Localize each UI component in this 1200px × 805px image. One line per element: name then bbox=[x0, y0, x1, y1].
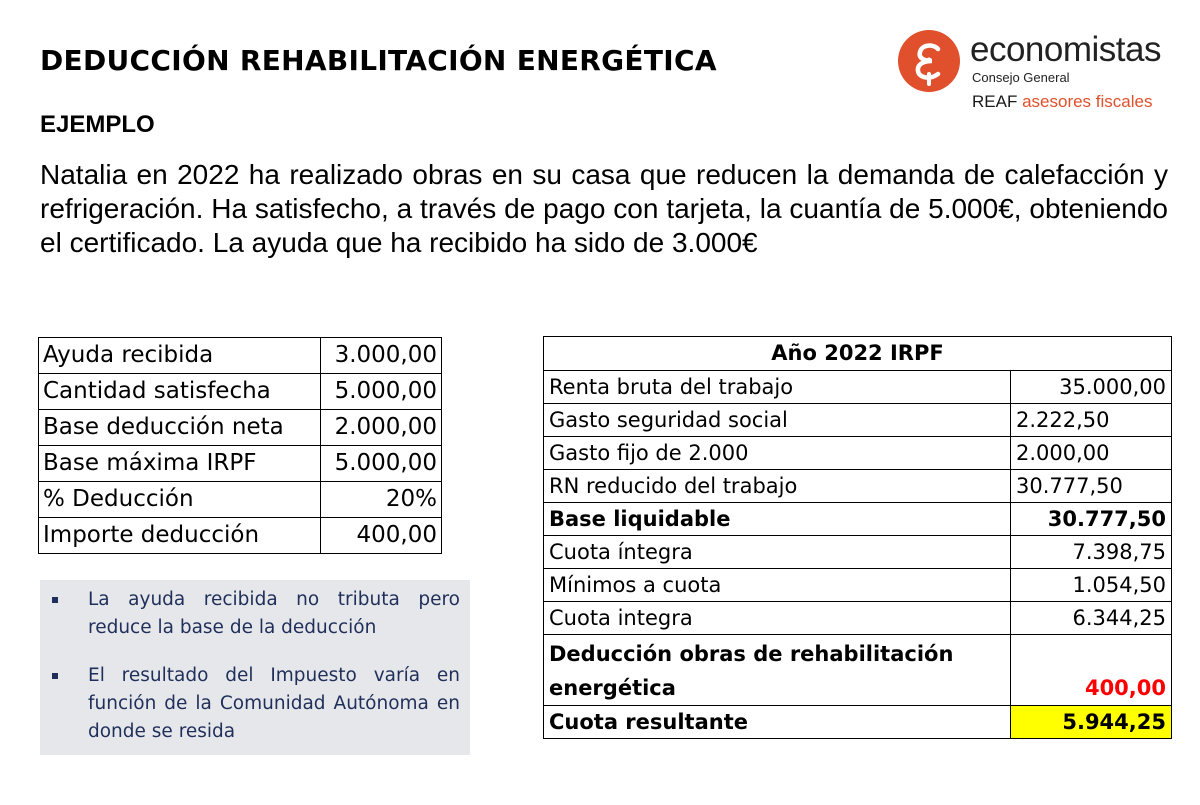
deduction-calc-table bbox=[38, 337, 442, 554]
deduction-value: 400,00 bbox=[1011, 635, 1172, 706]
example-description: Natalia en 2022 ha realizado obras en su casa que reducen la demanda de calefacción y refrigeración. Ha satisfecho, a través de pago con tarjeta, la cuantía de 5.000€, obteniendo el certificado. La ayuda que ha recibido ha sido de 3.000€ bbox=[40, 159, 1168, 258]
table-row bbox=[39, 446, 442, 482]
table-row bbox=[39, 518, 442, 554]
row-label: Gasto seguridad social bbox=[544, 404, 1011, 437]
table-row bbox=[544, 371, 1172, 404]
note-item bbox=[88, 586, 460, 642]
table-row bbox=[544, 635, 1172, 706]
result-value: 5.944,25 bbox=[1011, 706, 1172, 739]
row-value: 35.000,00 bbox=[1011, 371, 1172, 404]
logo-name: economistas bbox=[970, 30, 1161, 69]
row-value: 400,00 bbox=[321, 518, 442, 554]
table-row bbox=[39, 338, 442, 374]
note-text: El resultado del Impuesto varía en función de la Comunidad Autónoma en donde se resida bbox=[88, 665, 460, 742]
row-label: Gasto fijo de 2.000 bbox=[544, 437, 1011, 470]
note-text: La ayuda recibida no tributa pero reduce la base de la deducción bbox=[88, 589, 460, 638]
logo-subtitle: Consejo General bbox=[972, 70, 1070, 85]
table-row bbox=[544, 503, 1172, 536]
row-label: RN reducido del trabajo bbox=[544, 470, 1011, 503]
row-value: 2.222,50 bbox=[1011, 404, 1172, 437]
table-row bbox=[39, 482, 442, 518]
table-row bbox=[544, 470, 1172, 503]
notes-box bbox=[40, 580, 470, 755]
section-subtitle: EJEMPLO bbox=[40, 111, 155, 138]
row-value: 30.777,50 bbox=[1011, 503, 1172, 536]
square-bullet-icon bbox=[52, 673, 58, 679]
table-row bbox=[544, 602, 1172, 635]
row-label: Cantidad satisfecha bbox=[39, 374, 321, 410]
economistas-logo bbox=[898, 28, 1178, 118]
table-row bbox=[544, 437, 1172, 470]
row-value: 6.344,25 bbox=[1011, 602, 1172, 635]
irpf-table bbox=[543, 336, 1172, 739]
row-value: 2.000,00 bbox=[321, 410, 442, 446]
row-label: Deducción obras de rehabilitación energética bbox=[544, 635, 1011, 706]
logo-reaf-accent: asesores fiscales bbox=[1022, 92, 1153, 111]
row-value: 3.000,00 bbox=[321, 338, 442, 374]
page-title: DEDUCCIÓN REHABILITACIÓN ENERGÉTICA bbox=[40, 44, 717, 77]
row-label: Base deducción neta bbox=[39, 410, 321, 446]
row-value: 30.777,50 bbox=[1011, 470, 1172, 503]
logo-reaf bbox=[972, 92, 1152, 112]
table-header-row bbox=[544, 337, 1172, 371]
row-label: Cuota resultante bbox=[544, 706, 1011, 739]
note-item bbox=[88, 662, 460, 746]
row-value: 20% bbox=[321, 482, 442, 518]
square-bullet-icon bbox=[52, 597, 58, 603]
row-label: Importe deducción bbox=[39, 518, 321, 554]
row-value: 5.000,00 bbox=[321, 374, 442, 410]
row-label: % Deducción bbox=[39, 482, 321, 518]
row-label: Ayuda recibida bbox=[39, 338, 321, 374]
row-label: Base liquidable bbox=[544, 503, 1011, 536]
table-header: Año 2022 IRPF bbox=[544, 337, 1172, 371]
row-label: Mínimos a cuota bbox=[544, 569, 1011, 602]
row-value: 1.054,50 bbox=[1011, 569, 1172, 602]
row-value: 2.000,00 bbox=[1011, 437, 1172, 470]
row-value: 5.000,00 bbox=[321, 446, 442, 482]
table-row bbox=[39, 410, 442, 446]
row-value: 7.398,75 bbox=[1011, 536, 1172, 569]
row-label: Renta bruta del trabajo bbox=[544, 371, 1011, 404]
table-row bbox=[544, 536, 1172, 569]
table-row bbox=[544, 569, 1172, 602]
row-label: Base máxima IRPF bbox=[39, 446, 321, 482]
table-row bbox=[544, 404, 1172, 437]
table-row bbox=[544, 706, 1172, 739]
table-row bbox=[39, 374, 442, 410]
logo-reaf-prefix: REAF bbox=[972, 92, 1018, 111]
row-label: Cuota integra bbox=[544, 602, 1011, 635]
logo-mark-icon bbox=[898, 30, 960, 92]
row-label: Cuota íntegra bbox=[544, 536, 1011, 569]
